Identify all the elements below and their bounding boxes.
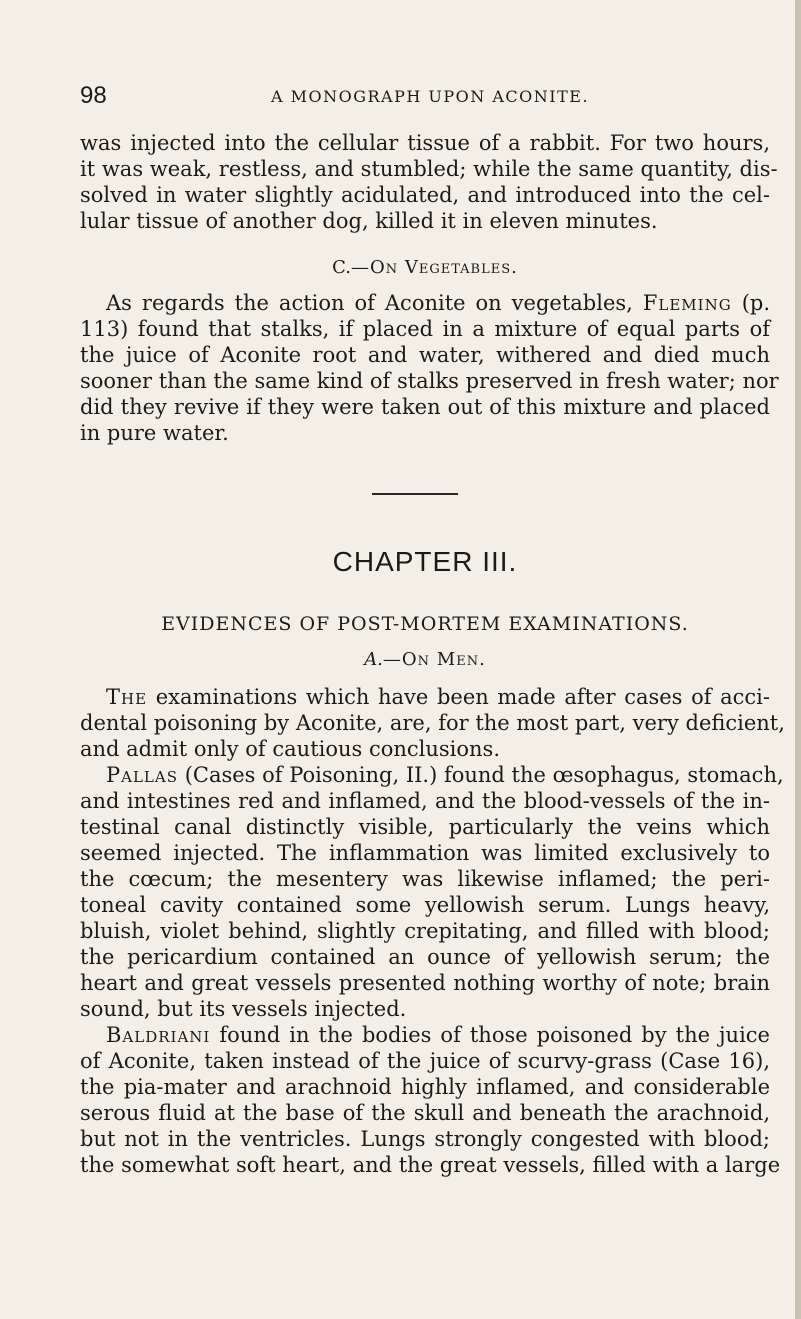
text-line: Pallas (Cases of Poisoning, II.) found the œsophagus, stomach, [106, 763, 784, 787]
running-title: A MONOGRAPH UPON ACONITE. [270, 87, 590, 106]
text-line: solved in water slightly acidulated, and introduced into the cel- [80, 183, 770, 207]
chapter-subtitle: EVIDENCES OF POST-MORTEM EXAMINATIONS. [161, 613, 689, 635]
text-line: the pericardium contained an ounce of yellowish serum; the [80, 945, 770, 969]
text-line: testinal canal distinctly visible, particularly the veins which [80, 815, 770, 839]
text-line: As regards the action of Aconite on vegetables, Fleming (p. [106, 291, 770, 315]
text-line: serous fluid at the base of the skull and beneath the arachnoid, [80, 1101, 770, 1125]
text-line: 113) found that stalks, if placed in a mixture of equal parts of [80, 317, 770, 341]
text-line: and intestines red and inflamed, and the blood-vessels of the in- [80, 789, 770, 813]
section-heading-vegetables [80, 256, 770, 280]
section-letter: A. [364, 649, 383, 670]
section-title: —On Men. [382, 649, 486, 670]
text-line: of Aconite, taken instead of the juice of scurvy-grass (Case 16), [80, 1049, 770, 1073]
text-line: seemed injected. The inflammation was limited exclusively to [80, 841, 770, 865]
text-line: sooner than the same kind of stalks preserved in fresh water; nor [80, 369, 779, 393]
running-head [80, 82, 780, 114]
text-line: heart and great vessels presented nothing worthy of note; brain [80, 971, 770, 995]
text-line: the somewhat soft heart, and the great vessels, filled with a large [80, 1153, 781, 1177]
divider-rule [372, 493, 458, 495]
text-line: did they revive if they were taken out of this mixture and placed [80, 395, 770, 419]
text-line: but not in the ventricles. Lungs strongly congested with blood; [80, 1127, 770, 1151]
text-line: it was weak, restless, and stumbled; while the same quantity, dis- [80, 157, 778, 181]
text-line: was injected into the cellular tissue of a rabbit. For two hours, [80, 131, 770, 155]
page-number: 98 [80, 82, 107, 109]
text-line: in pure water. [80, 421, 229, 445]
text-line: toneal cavity contained some yellowish serum. Lungs heavy, [80, 893, 770, 917]
text-line: bluish, violet behind, slightly crepitating, and filled with blood; [80, 919, 770, 943]
page-edge [795, 0, 801, 1319]
text-line: the cœcum; the mesentery was likewise inflamed; the peri- [80, 867, 770, 891]
section-letter: C. [332, 257, 351, 278]
section-heading-men [80, 648, 770, 672]
section-title: —On Vegetables. [350, 257, 518, 278]
author-name: Pallas [106, 763, 178, 787]
text-line: sound, but its vessels injected. [80, 997, 407, 1021]
text-line: lular tissue of another dog, killed it in eleven minutes. [80, 209, 658, 233]
lead-word: The [106, 685, 148, 709]
text-line: the pia-mater and arachnoid highly inflamed, and considerable [80, 1075, 770, 1099]
author-name: Baldriani [106, 1023, 211, 1047]
text-line: Baldriani found in the bodies of those poisoned by the juice [106, 1023, 770, 1047]
text-line: and admit only of cautious conclusions. [80, 737, 501, 761]
chapter-title: CHAPTER III. [332, 546, 518, 577]
author-name: Fleming [642, 291, 732, 315]
text-line: dental poisoning by Aconite, are, for the most part, very deficient, [80, 711, 785, 735]
text-line: The examinations which have been made after cases of acci- [106, 685, 770, 709]
text-line: the juice of Aconite root and water, withered and died much [80, 343, 770, 367]
